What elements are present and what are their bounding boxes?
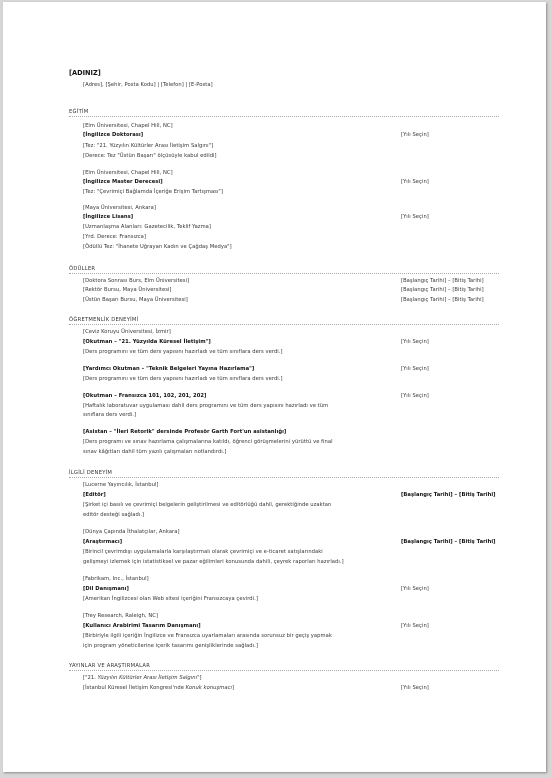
teaching-detail[interactable]: [Ders programı ve sınav hazırlama çalışmalarına katıldı, öğrenci görüşmelerini yürüttü ve final [83, 439, 333, 445]
award-item[interactable]: [Doktora Sonrası Burs, Elm Üniversitesi] [83, 278, 190, 284]
exp-date[interactable]: [Yılı Seçin] [401, 623, 429, 629]
section-heading-publications: YAYINLAR VE ARAŞTIRMALAR [69, 663, 151, 669]
exp-detail[interactable]: [Amerikan İngilizcesi olan Web sitesi içeriğini Fransızcaya çevirdi.] [83, 596, 258, 602]
publication-item[interactable]: ["21. Yüzyılın Kültürler Arası İletişim Salgını"] [83, 675, 202, 681]
edu-school[interactable]: [Elm Üniversitesi, Chapel Hill, NC] [83, 123, 173, 129]
exp-date[interactable]: [Başlangıç Tarihi] – [Bitiş Tarihi] [401, 492, 496, 498]
award-item[interactable]: [Rektör Bursu, Maya Üniversitesi] [83, 287, 172, 293]
teaching-role[interactable]: [Yardımcı Okutman – "Teknik Belgeleri Yayına Hazırlama"] [83, 366, 255, 372]
document-page [3, 2, 546, 772]
exp-org[interactable]: [Fabrikam, Inc., İstanbul] [83, 576, 149, 582]
section-divider [69, 324, 499, 325]
contact-line[interactable]: [Adres], [Şehir, Posta Kodu] | [Telefon] | [E-Posta] [83, 82, 213, 88]
section-divider [69, 670, 499, 671]
edu-detail[interactable]: [Derece: Tez "Üstün Başarı" ölçüsüyle kabul edildi] [83, 153, 217, 159]
teaching-org[interactable]: [Ceviz Koruyu Üniversitesi, İzmir] [83, 329, 171, 335]
exp-detail[interactable]: [Birincil çevrimdışı uygulamalarla karşılaştırmalı olarak çevrimiçi ve e-ticaret satışlarındaki [83, 549, 323, 555]
exp-role[interactable]: [Editör] [83, 492, 106, 498]
edu-detail[interactable]: [Tez: "21. Yüzyılın Kültürler Arası İletişim Salgını"] [83, 143, 214, 149]
edu-detail[interactable]: [Ödüllü Tez: "İhanete Uğrayan Kadın ve Çağdaş Medya"] [83, 244, 232, 250]
teaching-detail[interactable]: sınıflara ders verdi.] [83, 412, 137, 418]
teaching-detail[interactable]: [Ders programını ve tüm ders yapısını hazırladı ve tüm sınıflara ders verdi.] [83, 349, 283, 355]
exp-detail[interactable]: [Şirket içi basılı ve çevrimiçi belgelerin geliştirilmesi ve editörlüğü dahil, gerektiğinde uzaktan [83, 502, 332, 508]
exp-role[interactable]: [Dil Danışmanı] [83, 586, 129, 592]
award-date[interactable]: [Başlangıç Tarihi] – [Bitiş Tarihi] [401, 297, 484, 303]
section-heading-education: EĞİTİM [69, 109, 89, 115]
publication-date[interactable]: [Yılı Seçin] [401, 685, 429, 691]
teaching-role[interactable]: [Okutman – "21. Yüzyılda Küresel İletişim"] [83, 339, 211, 345]
section-divider [69, 273, 499, 274]
teaching-date[interactable]: [Yılı Seçin] [401, 366, 429, 372]
edu-degree[interactable]: [İngilizce Master Derecesi] [83, 179, 163, 185]
exp-role[interactable]: [Kullanıcı Arabirimi Tasarım Danışmanı] [83, 623, 201, 629]
exp-date[interactable]: [Başlangıç Tarihi] – [Bitiş Tarihi] [401, 539, 496, 545]
section-heading-teaching: ÖĞRETMENLİK DENEYİMİ [69, 317, 139, 323]
edu-school[interactable]: [Maya Üniversitesi, Ankara] [83, 205, 156, 211]
exp-detail[interactable]: gelişmeyi izlemek için istatistiksel ve pazar eğilimleri konusunda dahili, çeyrek raporları hazırladı.] [83, 559, 344, 565]
section-divider [69, 477, 499, 478]
exp-detail[interactable]: için program yöneticilerine içerik tasarımı genişliklerinde sağladı.] [83, 643, 258, 649]
section-divider [69, 116, 499, 117]
exp-date[interactable]: [Yılı Seçin] [401, 586, 429, 592]
exp-detail[interactable]: [Birbiriyle ilgili içeriğin İngilizce ve Fransızca uyarlamaları arasında sorunsuz bir geçiş yapmak [83, 633, 332, 639]
publication-item[interactable]: [İstanbul Küresel İletişim Kongresi'nde Konuk konuşmacı] [83, 685, 235, 691]
teaching-date[interactable]: [Yılı Seçin] [401, 339, 429, 345]
teaching-detail[interactable]: [Ders programını ve tüm ders yapısını hazırladı ve tüm sınıflara ders verdi.] [83, 376, 283, 382]
exp-org[interactable]: [Dünya Çapında İthalatçılar, Ankara] [83, 529, 180, 535]
edu-date[interactable]: [Yılı Seçin] [401, 132, 429, 138]
exp-role[interactable]: [Araştırmacı] [83, 539, 123, 545]
teaching-role[interactable]: [Okutman – Fransızca 101, 102, 201, 202] [83, 393, 207, 399]
edu-detail[interactable]: [Uzmanlaşma Alanları: Gazetecilik, Teklif Yazma] [83, 224, 211, 230]
edu-detail[interactable]: [Yrd. Derece: Fransızca] [83, 234, 146, 240]
teaching-date[interactable]: [Yılı Seçin] [401, 393, 429, 399]
edu-degree[interactable]: [İngilizce Lisans] [83, 214, 134, 220]
award-item[interactable]: [Üstün Başarı Bursu, Maya Üniversitesi] [83, 297, 188, 303]
edu-date[interactable]: [Yılı Seçin] [401, 214, 429, 220]
edu-detail[interactable]: [Tez: "Çevrimiçi Bağlamda İçeriğe Erişim Tartışması"] [83, 189, 223, 195]
teaching-role[interactable]: [Asistan – "İleri Retorik" dersinde Profesör Garth Fort'un asistanlığı] [83, 429, 287, 435]
applicant-name[interactable]: [ADINIZ] [69, 69, 101, 77]
section-heading-experience: İLGİLİ DENEYİM [69, 470, 113, 476]
award-date[interactable]: [Başlangıç Tarihi] – [Bitiş Tarihi] [401, 278, 484, 284]
section-heading-awards: ÖDÜLLER [69, 266, 96, 272]
award-date[interactable]: [Başlangıç Tarihi] – [Bitiş Tarihi] [401, 287, 484, 293]
teaching-detail[interactable]: sınav kâğıtları dahil tüm yazılı çalışmaları notlandırdı.] [83, 449, 227, 455]
exp-org[interactable]: [Lucerne Yayıncılık, İstanbul] [83, 482, 159, 488]
exp-detail[interactable]: editör desteği sağladı.] [83, 512, 145, 518]
exp-org[interactable]: [Trey Research, Raleigh, NC] [83, 613, 158, 619]
edu-degree[interactable]: [İngilizce Doktorası] [83, 132, 144, 138]
edu-date[interactable]: [Yılı Seçin] [401, 179, 429, 185]
teaching-detail[interactable]: [Haftalık laboratuvar uygulaması dahil ders programını ve tüm ders yapısını hazırladı ve tüm [83, 403, 329, 409]
edu-school[interactable]: [Elm Üniversitesi, Chapel Hill, NC] [83, 170, 173, 176]
